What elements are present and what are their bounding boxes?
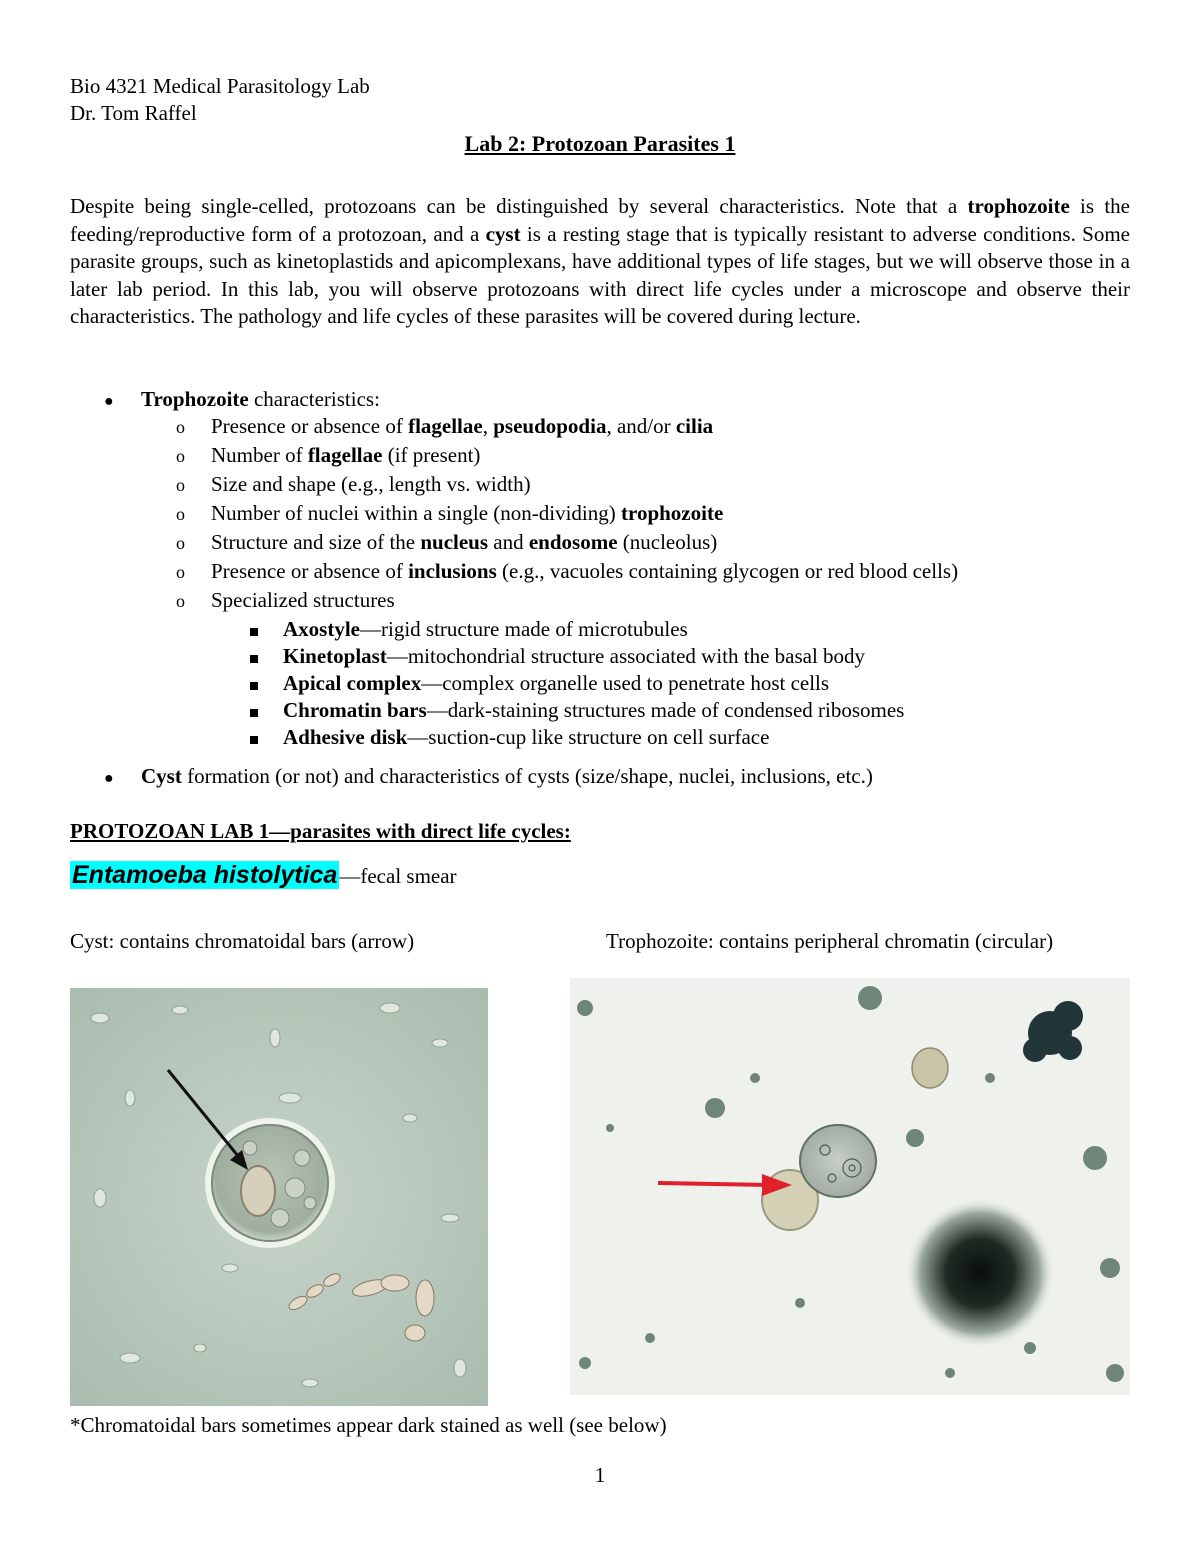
- square-bullet-icon: [250, 682, 258, 690]
- cyst-micrograph: [70, 988, 488, 1406]
- circle-bullet-icon: o: [176, 446, 185, 466]
- sub-item-2: Number of flagellae (if present): [211, 443, 481, 467]
- sub-list: [176, 413, 185, 616]
- intro-paragraph: Despite being single-celled, protozoans can be distinguished by several characteristics. Note that a trophozoite is the feeding/reproductive form of a protozoan, and a cyst is a resting stage that is typically resistant to adverse conditions. Some parasite groups, such as kinetoplastids and apicomplexans, have additional types of life stages, but we will observe those in a later lab period. In this lab, you will observe protozoans with direct life cycles under a microscope and observe their characteristics. The pathology and life cycles of these parasites will be covered during lecture.: [70, 194, 1130, 329]
- circle-bullet-icon: o: [176, 417, 185, 437]
- square-bullet-icon: [250, 628, 258, 636]
- caption-trophozoite: Trophozoite: contains peripheral chromatin (circular): [606, 929, 1054, 953]
- circle-bullet-icon: o: [176, 504, 185, 524]
- course-header: Bio 4321 Medical Parasitology Lab: [70, 74, 370, 98]
- bullet-trophozoite-text: Trophozoite characteristics:: [141, 387, 380, 411]
- instructor-header: Dr. Tom Raffel: [70, 101, 197, 125]
- sub-item-6: Presence or absence of inclusions (e.g., vacuoles containing glycogen or red blood cells): [211, 559, 959, 583]
- species-heading: Entamoeba histolytica—fecal smear: [72, 861, 457, 889]
- structure-item: Adhesive disk—suction-cup like structure on cell surface: [250, 724, 904, 751]
- sub-item-5: Structure and size of the nucleus and endosome (nucleolus): [211, 530, 718, 554]
- page-number: 1: [594, 1463, 606, 1487]
- sub-item-4: Number of nuclei within a single (non-dividing) trophozoite: [211, 501, 724, 525]
- sub-item-7: Specialized structures: [211, 588, 395, 612]
- square-bullet-icon: [250, 655, 258, 663]
- section-heading: PROTOZOAN LAB 1—parasites with direct life cycles:: [70, 819, 571, 843]
- circle-bullet-icon: o: [176, 475, 185, 495]
- species-name: Entamoeba histolytica: [72, 861, 338, 889]
- square-bullet-icon: [250, 736, 258, 744]
- bullet-cyst-text: Cyst formation (or not) and characteristics of cysts (size/shape, nuclei, inclusions, etc.): [141, 764, 873, 788]
- structure-item: Kinetoplast—mitochondrial structure associated with the basal body: [250, 643, 904, 670]
- circle-bullet-icon: o: [176, 591, 185, 611]
- page-title: Lab 2: Protozoan Parasites 1: [464, 131, 736, 156]
- bullet-dot-icon: ●: [104, 770, 114, 787]
- structures-list: [250, 616, 904, 751]
- trophozoite-micrograph: [570, 978, 1130, 1395]
- footnote: *Chromatoidal bars sometimes appear dark stained as well (see below): [70, 1413, 667, 1437]
- structure-item: Apical complex—complex organelle used to penetrate host cells: [250, 670, 904, 697]
- circle-bullet-icon: o: [176, 533, 185, 553]
- sub-item-1: Presence or absence of flagellae, pseudopodia, and/or cilia: [211, 414, 714, 438]
- structure-item: Axostyle—rigid structure made of microtubules: [250, 616, 904, 643]
- sub-item-3: Size and shape (e.g., length vs. width): [211, 472, 531, 496]
- structure-item: Chromatin bars—dark-staining structures made of condensed ribosomes: [250, 697, 904, 724]
- bullet-dot-icon: ●: [104, 393, 114, 410]
- caption-cyst: Cyst: contains chromatoidal bars (arrow): [70, 929, 415, 953]
- square-bullet-icon: [250, 709, 258, 717]
- circle-bullet-icon: o: [176, 562, 185, 582]
- bullet-cyst: [104, 763, 114, 792]
- bullet-trophozoite: [104, 386, 114, 415]
